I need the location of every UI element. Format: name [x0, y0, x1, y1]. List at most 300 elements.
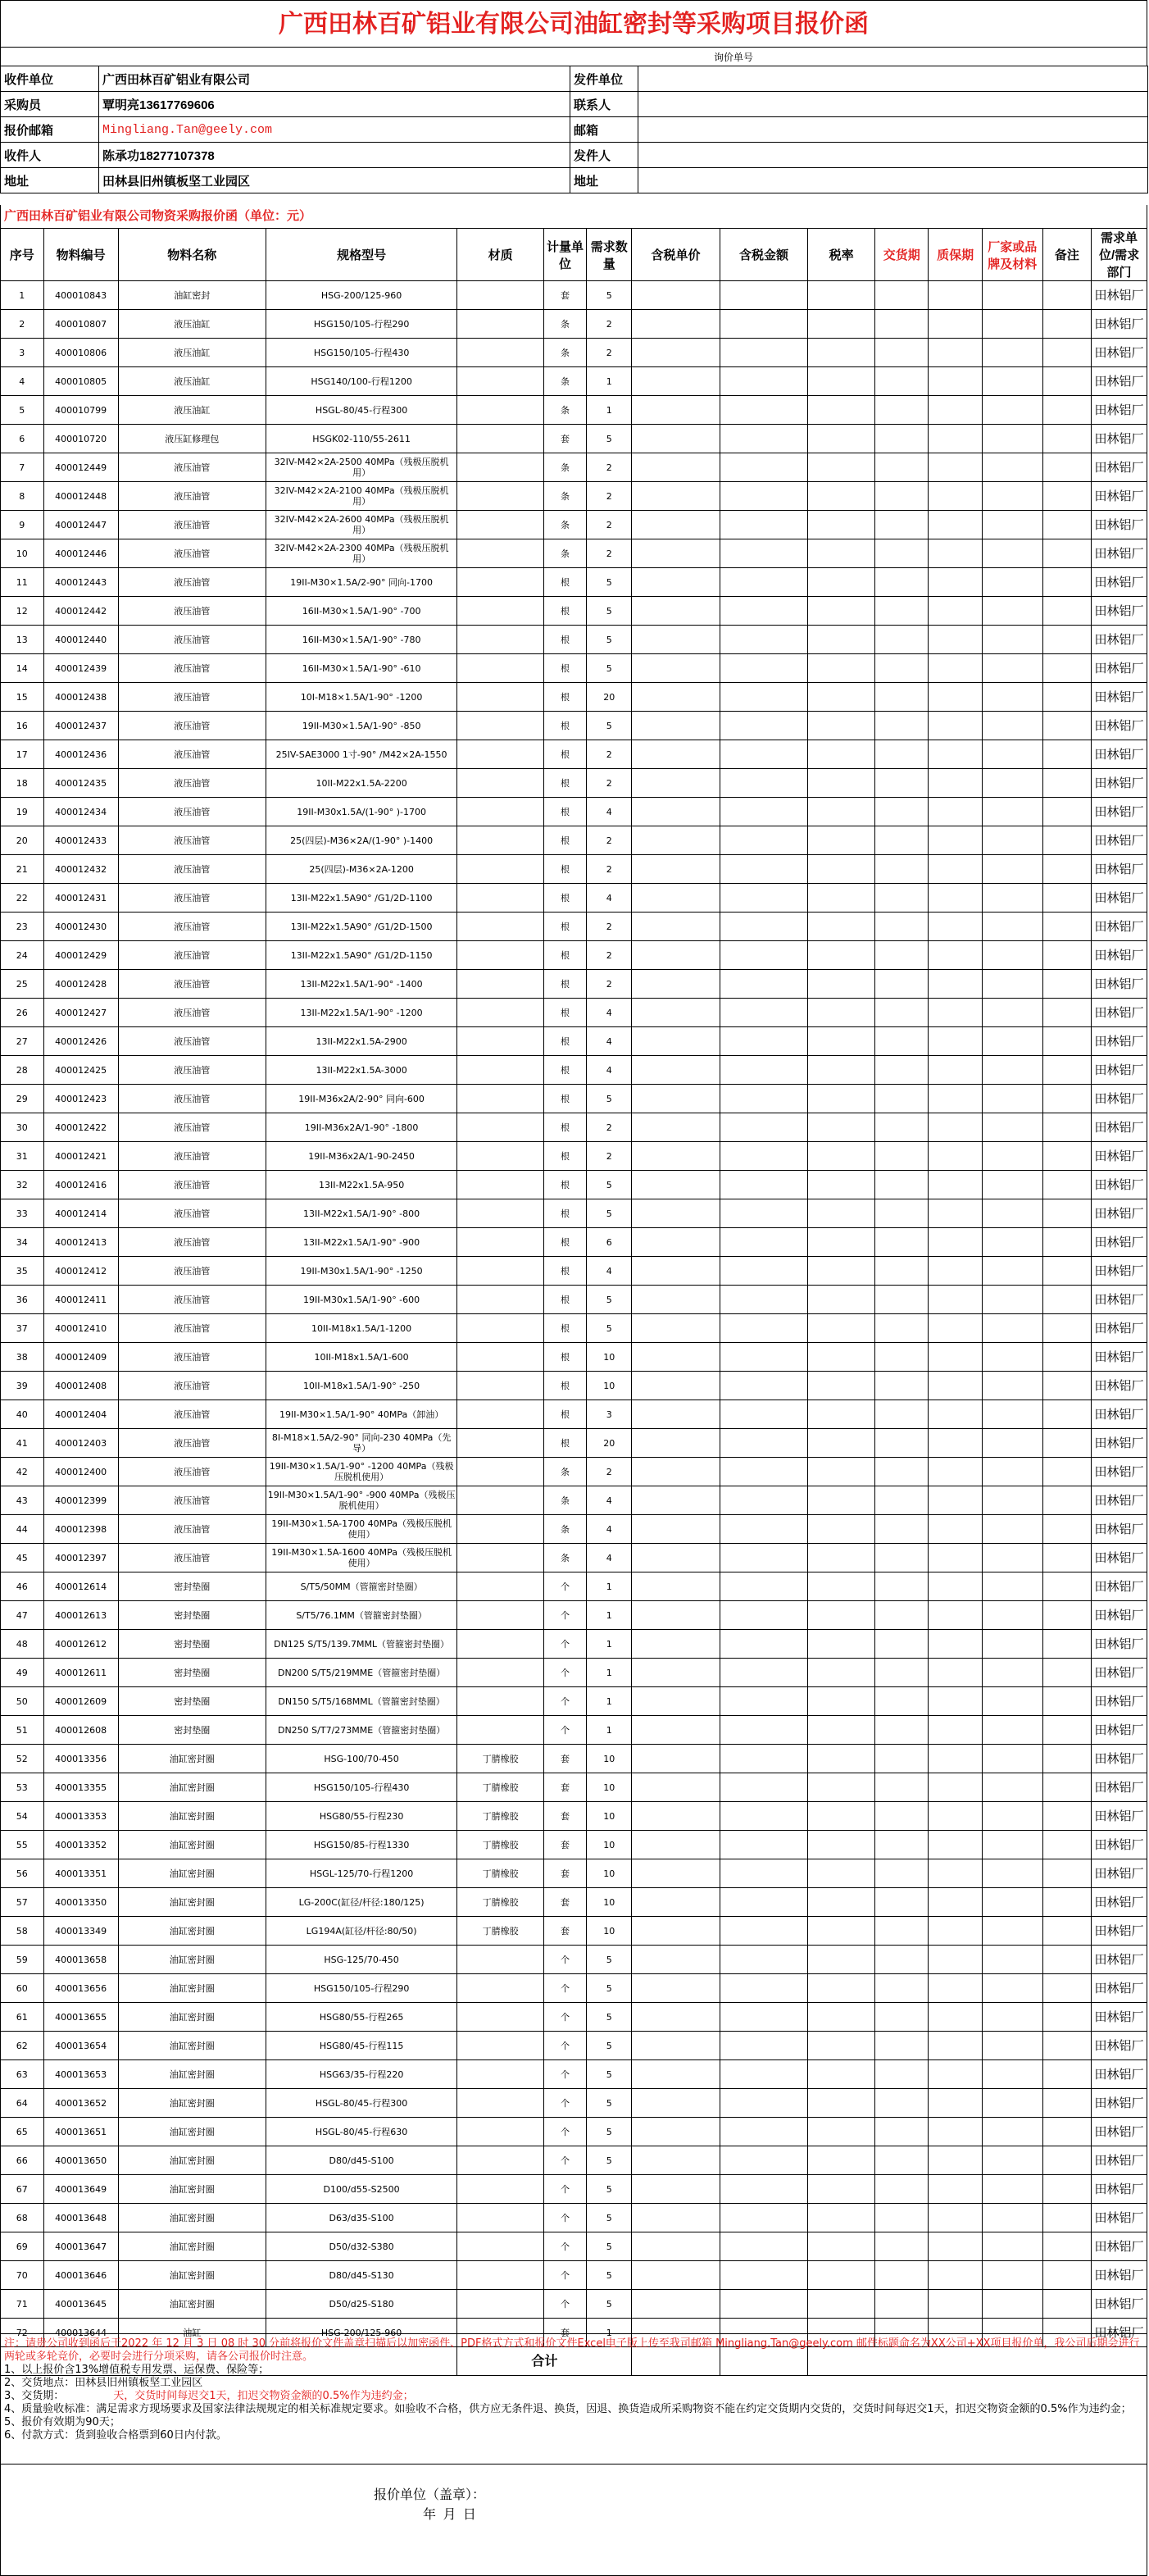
item-amount[interactable]: [720, 1745, 808, 1773]
item-warranty[interactable]: [929, 1773, 982, 1802]
item-amount[interactable]: [720, 1773, 808, 1802]
item-remark[interactable]: [1042, 1946, 1092, 1974]
item-amount[interactable]: [720, 568, 808, 597]
item-remark[interactable]: [1042, 2032, 1092, 2060]
item-tax[interactable]: [808, 1314, 875, 1343]
item-brand[interactable]: [982, 453, 1042, 482]
item-delivery[interactable]: [875, 1716, 929, 1745]
item-tax[interactable]: [808, 1257, 875, 1286]
item-delivery[interactable]: [875, 884, 929, 913]
item-tax[interactable]: [808, 1831, 875, 1859]
item-warranty[interactable]: [929, 1171, 982, 1199]
item-warranty[interactable]: [929, 740, 982, 769]
item-remark[interactable]: [1042, 1372, 1092, 1400]
item-remark[interactable]: [1042, 482, 1092, 511]
item-unit-price[interactable]: [632, 855, 720, 884]
item-delivery[interactable]: [875, 1113, 929, 1142]
item-brand[interactable]: [982, 1917, 1042, 1946]
item-unit-price[interactable]: [632, 798, 720, 826]
item-brand[interactable]: [982, 626, 1042, 654]
item-remark[interactable]: [1042, 626, 1092, 654]
item-brand[interactable]: [982, 1572, 1042, 1601]
item-brand[interactable]: [982, 2204, 1042, 2232]
item-amount[interactable]: [720, 310, 808, 339]
item-amount[interactable]: [720, 855, 808, 884]
item-tax[interactable]: [808, 1659, 875, 1687]
item-warranty[interactable]: [929, 1888, 982, 1917]
item-tax[interactable]: [808, 2146, 875, 2175]
item-delivery[interactable]: [875, 1831, 929, 1859]
item-amount[interactable]: [720, 798, 808, 826]
item-remark[interactable]: [1042, 1859, 1092, 1888]
item-warranty[interactable]: [929, 1974, 982, 2003]
item-brand[interactable]: [982, 482, 1042, 511]
item-tax[interactable]: [808, 1630, 875, 1659]
item-remark[interactable]: [1042, 2003, 1092, 2032]
item-delivery[interactable]: [875, 1745, 929, 1773]
item-amount[interactable]: [720, 941, 808, 970]
item-unit-price[interactable]: [632, 1802, 720, 1831]
item-warranty[interactable]: [929, 2261, 982, 2290]
item-brand[interactable]: [982, 941, 1042, 970]
item-delivery[interactable]: [875, 2204, 929, 2232]
item-delivery[interactable]: [875, 1917, 929, 1946]
item-delivery[interactable]: [875, 425, 929, 453]
item-brand[interactable]: [982, 1372, 1042, 1400]
item-warranty[interactable]: [929, 1056, 982, 1085]
item-brand[interactable]: [982, 1515, 1042, 1544]
item-delivery[interactable]: [875, 1429, 929, 1458]
item-delivery[interactable]: [875, 2261, 929, 2290]
item-warranty[interactable]: [929, 281, 982, 310]
item-brand[interactable]: [982, 769, 1042, 798]
item-amount[interactable]: [720, 1917, 808, 1946]
item-unit-price[interactable]: [632, 1745, 720, 1773]
item-tax[interactable]: [808, 769, 875, 798]
item-brand[interactable]: [982, 826, 1042, 855]
item-brand[interactable]: [982, 1286, 1042, 1314]
item-brand[interactable]: [982, 1429, 1042, 1458]
item-warranty[interactable]: [929, 511, 982, 539]
item-delivery[interactable]: [875, 1400, 929, 1429]
item-remark[interactable]: [1042, 1458, 1092, 1486]
item-tax[interactable]: [808, 339, 875, 367]
item-delivery[interactable]: [875, 1572, 929, 1601]
item-unit-price[interactable]: [632, 2232, 720, 2261]
item-amount[interactable]: [720, 281, 808, 310]
item-tax[interactable]: [808, 1027, 875, 1056]
item-delivery[interactable]: [875, 1859, 929, 1888]
item-tax[interactable]: [808, 941, 875, 970]
item-warranty[interactable]: [929, 1946, 982, 1974]
item-warranty[interactable]: [929, 1257, 982, 1286]
item-unit-price[interactable]: [632, 1859, 720, 1888]
item-warranty[interactable]: [929, 683, 982, 712]
item-amount[interactable]: [720, 1572, 808, 1601]
item-delivery[interactable]: [875, 1372, 929, 1400]
item-warranty[interactable]: [929, 941, 982, 970]
item-warranty[interactable]: [929, 2290, 982, 2319]
item-tax[interactable]: [808, 281, 875, 310]
item-brand[interactable]: [982, 1142, 1042, 1171]
item-brand[interactable]: [982, 1687, 1042, 1716]
item-delivery[interactable]: [875, 1343, 929, 1372]
item-unit-price[interactable]: [632, 1142, 720, 1171]
item-unit-price[interactable]: [632, 826, 720, 855]
item-unit-price[interactable]: [632, 1601, 720, 1630]
item-delivery[interactable]: [875, 281, 929, 310]
item-delivery[interactable]: [875, 1228, 929, 1257]
item-amount[interactable]: [720, 539, 808, 568]
item-unit-price[interactable]: [632, 654, 720, 683]
item-warranty[interactable]: [929, 999, 982, 1027]
item-remark[interactable]: [1042, 1228, 1092, 1257]
item-tax[interactable]: [808, 597, 875, 626]
item-remark[interactable]: [1042, 654, 1092, 683]
item-amount[interactable]: [720, 1687, 808, 1716]
item-brand[interactable]: [982, 1400, 1042, 1429]
item-tax[interactable]: [808, 367, 875, 396]
item-amount[interactable]: [720, 511, 808, 539]
item-warranty[interactable]: [929, 1286, 982, 1314]
item-brand[interactable]: [982, 2032, 1042, 2060]
item-unit-price[interactable]: [632, 1946, 720, 1974]
item-brand[interactable]: [982, 1056, 1042, 1085]
item-brand[interactable]: [982, 1745, 1042, 1773]
item-amount[interactable]: [720, 482, 808, 511]
item-delivery[interactable]: [875, 712, 929, 740]
item-brand[interactable]: [982, 1257, 1042, 1286]
item-warranty[interactable]: [929, 970, 982, 999]
item-remark[interactable]: [1042, 1544, 1092, 1572]
item-delivery[interactable]: [875, 1946, 929, 1974]
item-amount[interactable]: [720, 1400, 808, 1429]
item-amount[interactable]: [720, 339, 808, 367]
item-tax[interactable]: [808, 2032, 875, 2060]
item-amount[interactable]: [720, 1974, 808, 2003]
item-unit-price[interactable]: [632, 1400, 720, 1429]
item-tax[interactable]: [808, 2175, 875, 2204]
item-delivery[interactable]: [875, 539, 929, 568]
item-delivery[interactable]: [875, 1974, 929, 2003]
item-tax[interactable]: [808, 1601, 875, 1630]
item-warranty[interactable]: [929, 1113, 982, 1142]
item-remark[interactable]: [1042, 511, 1092, 539]
item-delivery[interactable]: [875, 339, 929, 367]
item-remark[interactable]: [1042, 1171, 1092, 1199]
item-amount[interactable]: [720, 1085, 808, 1113]
item-amount[interactable]: [720, 1027, 808, 1056]
item-warranty[interactable]: [929, 654, 982, 683]
item-amount[interactable]: [720, 1343, 808, 1372]
item-warranty[interactable]: [929, 1400, 982, 1429]
item-delivery[interactable]: [875, 1486, 929, 1515]
item-tax[interactable]: [808, 1286, 875, 1314]
item-tax[interactable]: [808, 1372, 875, 1400]
item-warranty[interactable]: [929, 1716, 982, 1745]
item-delivery[interactable]: [875, 1142, 929, 1171]
item-warranty[interactable]: [929, 826, 982, 855]
item-remark[interactable]: [1042, 970, 1092, 999]
item-unit-price[interactable]: [632, 539, 720, 568]
item-unit-price[interactable]: [632, 2290, 720, 2319]
item-warranty[interactable]: [929, 396, 982, 425]
item-tax[interactable]: [808, 310, 875, 339]
item-unit-price[interactable]: [632, 1630, 720, 1659]
item-amount[interactable]: [720, 2118, 808, 2146]
item-unit-price[interactable]: [632, 1429, 720, 1458]
item-brand[interactable]: [982, 1630, 1042, 1659]
item-amount[interactable]: [720, 2175, 808, 2204]
item-remark[interactable]: [1042, 740, 1092, 769]
item-amount[interactable]: [720, 1199, 808, 1228]
item-unit-price[interactable]: [632, 769, 720, 798]
item-brand[interactable]: [982, 1199, 1042, 1228]
item-remark[interactable]: [1042, 1027, 1092, 1056]
item-tax[interactable]: [808, 2003, 875, 2032]
item-remark[interactable]: [1042, 1572, 1092, 1601]
item-amount[interactable]: [720, 712, 808, 740]
item-remark[interactable]: [1042, 999, 1092, 1027]
item-brand[interactable]: [982, 740, 1042, 769]
item-delivery[interactable]: [875, 1601, 929, 1630]
item-tax[interactable]: [808, 2204, 875, 2232]
item-brand[interactable]: [982, 855, 1042, 884]
item-tax[interactable]: [808, 683, 875, 712]
item-remark[interactable]: [1042, 2232, 1092, 2261]
item-remark[interactable]: [1042, 1888, 1092, 1917]
item-unit-price[interactable]: [632, 970, 720, 999]
item-unit-price[interactable]: [632, 1085, 720, 1113]
item-unit-price[interactable]: [632, 597, 720, 626]
item-tax[interactable]: [808, 1888, 875, 1917]
item-amount[interactable]: [720, 1716, 808, 1745]
item-delivery[interactable]: [875, 2060, 929, 2089]
item-amount[interactable]: [720, 683, 808, 712]
item-unit-price[interactable]: [632, 683, 720, 712]
item-unit-price[interactable]: [632, 281, 720, 310]
item-tax[interactable]: [808, 740, 875, 769]
item-remark[interactable]: [1042, 1974, 1092, 2003]
item-brand[interactable]: [982, 798, 1042, 826]
item-amount[interactable]: [720, 1056, 808, 1085]
item-remark[interactable]: [1042, 1515, 1092, 1544]
item-unit-price[interactable]: [632, 1286, 720, 1314]
item-remark[interactable]: [1042, 1343, 1092, 1372]
item-delivery[interactable]: [875, 1888, 929, 1917]
item-delivery[interactable]: [875, 740, 929, 769]
item-brand[interactable]: [982, 1773, 1042, 1802]
item-unit-price[interactable]: [632, 1917, 720, 1946]
item-brand[interactable]: [982, 1601, 1042, 1630]
item-amount[interactable]: [720, 2204, 808, 2232]
item-delivery[interactable]: [875, 1056, 929, 1085]
item-brand[interactable]: [982, 1946, 1042, 1974]
item-delivery[interactable]: [875, 913, 929, 941]
item-remark[interactable]: [1042, 798, 1092, 826]
item-warranty[interactable]: [929, 1486, 982, 1515]
item-remark[interactable]: [1042, 2261, 1092, 2290]
item-amount[interactable]: [720, 1228, 808, 1257]
item-tax[interactable]: [808, 1745, 875, 1773]
item-unit-price[interactable]: [632, 884, 720, 913]
item-amount[interactable]: [720, 425, 808, 453]
quote-email-value[interactable]: Mingliang.Tan@geely.com: [99, 117, 570, 143]
item-warranty[interactable]: [929, 884, 982, 913]
item-amount[interactable]: [720, 2003, 808, 2032]
item-tax[interactable]: [808, 1687, 875, 1716]
item-warranty[interactable]: [929, 1314, 982, 1343]
item-remark[interactable]: [1042, 1199, 1092, 1228]
item-brand[interactable]: [982, 1027, 1042, 1056]
item-unit-price[interactable]: [632, 1027, 720, 1056]
item-delivery[interactable]: [875, 1544, 929, 1572]
item-amount[interactable]: [720, 2032, 808, 2060]
item-delivery[interactable]: [875, 1199, 929, 1228]
item-warranty[interactable]: [929, 1601, 982, 1630]
item-tax[interactable]: [808, 712, 875, 740]
item-unit-price[interactable]: [632, 2261, 720, 2290]
item-amount[interactable]: [720, 2060, 808, 2089]
item-unit-price[interactable]: [632, 999, 720, 1027]
sender-input[interactable]: [638, 143, 1148, 168]
item-remark[interactable]: [1042, 2089, 1092, 2118]
item-delivery[interactable]: [875, 511, 929, 539]
item-remark[interactable]: [1042, 2290, 1092, 2319]
item-tax[interactable]: [808, 999, 875, 1027]
item-amount[interactable]: [720, 1601, 808, 1630]
item-delivery[interactable]: [875, 453, 929, 482]
item-remark[interactable]: [1042, 855, 1092, 884]
item-warranty[interactable]: [929, 425, 982, 453]
item-remark[interactable]: [1042, 2146, 1092, 2175]
item-unit-price[interactable]: [632, 1372, 720, 1400]
item-brand[interactable]: [982, 2118, 1042, 2146]
item-tax[interactable]: [808, 1486, 875, 1515]
item-warranty[interactable]: [929, 1085, 982, 1113]
item-warranty[interactable]: [929, 1687, 982, 1716]
item-remark[interactable]: [1042, 1286, 1092, 1314]
item-brand[interactable]: [982, 1314, 1042, 1343]
item-brand[interactable]: [982, 1659, 1042, 1687]
item-amount[interactable]: [720, 826, 808, 855]
item-amount[interactable]: [720, 1946, 808, 1974]
item-amount[interactable]: [720, 1286, 808, 1314]
item-brand[interactable]: [982, 1085, 1042, 1113]
item-warranty[interactable]: [929, 712, 982, 740]
item-unit-price[interactable]: [632, 1314, 720, 1343]
item-brand[interactable]: [982, 1544, 1042, 1572]
contact-input[interactable]: [638, 92, 1148, 117]
item-brand[interactable]: [982, 1343, 1042, 1372]
item-tax[interactable]: [808, 2232, 875, 2261]
item-tax[interactable]: [808, 1142, 875, 1171]
item-delivery[interactable]: [875, 2032, 929, 2060]
item-tax[interactable]: [808, 1544, 875, 1572]
item-unit-price[interactable]: [632, 1974, 720, 2003]
item-brand[interactable]: [982, 1831, 1042, 1859]
item-unit-price[interactable]: [632, 2146, 720, 2175]
item-tax[interactable]: [808, 511, 875, 539]
item-brand[interactable]: [982, 281, 1042, 310]
item-remark[interactable]: [1042, 683, 1092, 712]
item-unit-price[interactable]: [632, 1773, 720, 1802]
item-tax[interactable]: [808, 1859, 875, 1888]
item-brand[interactable]: [982, 2003, 1042, 2032]
item-remark[interactable]: [1042, 826, 1092, 855]
item-amount[interactable]: [720, 740, 808, 769]
item-warranty[interactable]: [929, 1199, 982, 1228]
item-delivery[interactable]: [875, 1515, 929, 1544]
item-amount[interactable]: [720, 1659, 808, 1687]
item-warranty[interactable]: [929, 1572, 982, 1601]
item-remark[interactable]: [1042, 1601, 1092, 1630]
item-amount[interactable]: [720, 2261, 808, 2290]
item-remark[interactable]: [1042, 884, 1092, 913]
item-tax[interactable]: [808, 826, 875, 855]
item-amount[interactable]: [720, 1171, 808, 1199]
item-brand[interactable]: [982, 2232, 1042, 2261]
item-unit-price[interactable]: [632, 1544, 720, 1572]
item-brand[interactable]: [982, 367, 1042, 396]
item-delivery[interactable]: [875, 1085, 929, 1113]
item-delivery[interactable]: [875, 2175, 929, 2204]
item-tax[interactable]: [808, 913, 875, 941]
item-warranty[interactable]: [929, 769, 982, 798]
item-warranty[interactable]: [929, 1372, 982, 1400]
item-delivery[interactable]: [875, 2118, 929, 2146]
item-delivery[interactable]: [875, 1802, 929, 1831]
item-delivery[interactable]: [875, 798, 929, 826]
item-amount[interactable]: [720, 2089, 808, 2118]
item-unit-price[interactable]: [632, 425, 720, 453]
item-amount[interactable]: [720, 1831, 808, 1859]
item-remark[interactable]: [1042, 1429, 1092, 1458]
item-brand[interactable]: [982, 913, 1042, 941]
item-amount[interactable]: [720, 2232, 808, 2261]
item-tax[interactable]: [808, 1228, 875, 1257]
item-delivery[interactable]: [875, 1257, 929, 1286]
item-unit-price[interactable]: [632, 2060, 720, 2089]
item-unit-price[interactable]: [632, 626, 720, 654]
item-warranty[interactable]: [929, 1429, 982, 1458]
item-tax[interactable]: [808, 654, 875, 683]
item-amount[interactable]: [720, 2146, 808, 2175]
item-remark[interactable]: [1042, 1687, 1092, 1716]
item-tax[interactable]: [808, 1171, 875, 1199]
item-tax[interactable]: [808, 1946, 875, 1974]
item-tax[interactable]: [808, 1429, 875, 1458]
item-warranty[interactable]: [929, 1659, 982, 1687]
item-amount[interactable]: [720, 396, 808, 425]
item-unit-price[interactable]: [632, 1687, 720, 1716]
item-remark[interactable]: [1042, 310, 1092, 339]
item-unit-price[interactable]: [632, 2204, 720, 2232]
item-amount[interactable]: [720, 654, 808, 683]
item-brand[interactable]: [982, 1716, 1042, 1745]
item-unit-price[interactable]: [632, 1343, 720, 1372]
item-brand[interactable]: [982, 654, 1042, 683]
item-unit-price[interactable]: [632, 1572, 720, 1601]
item-remark[interactable]: [1042, 1257, 1092, 1286]
sender-unit-input[interactable]: [638, 66, 1148, 92]
item-warranty[interactable]: [929, 1802, 982, 1831]
item-tax[interactable]: [808, 1572, 875, 1601]
item-tax[interactable]: [808, 1400, 875, 1429]
item-brand[interactable]: [982, 1458, 1042, 1486]
item-remark[interactable]: [1042, 2060, 1092, 2089]
item-brand[interactable]: [982, 511, 1042, 539]
